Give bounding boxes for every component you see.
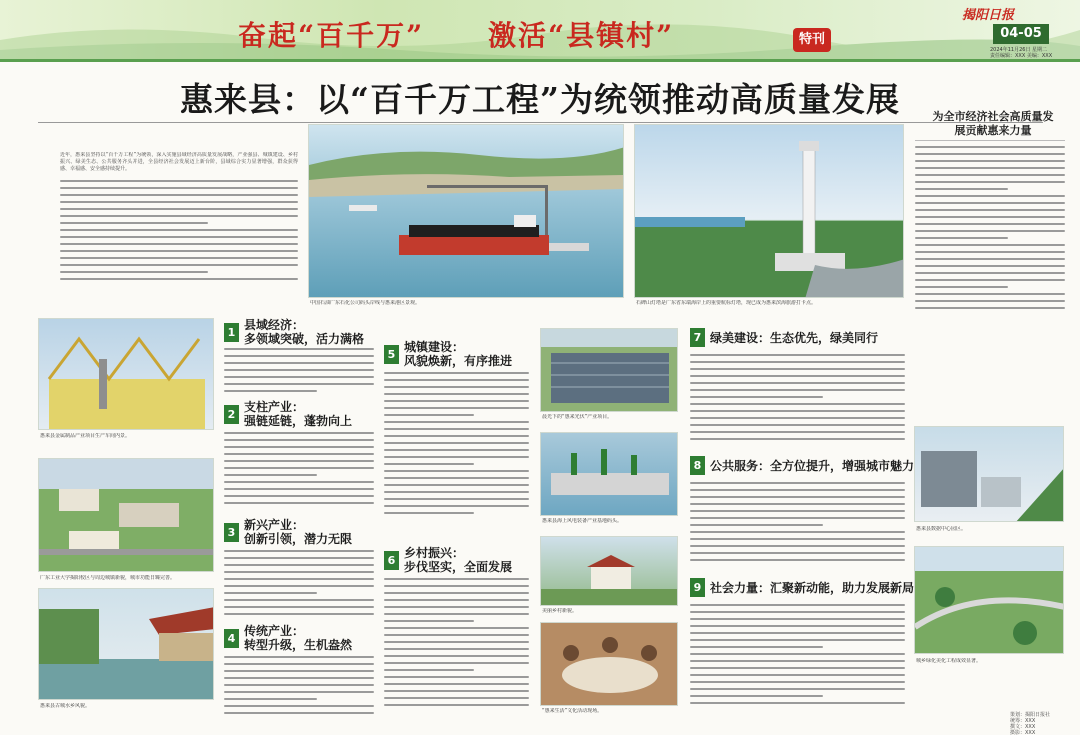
section-2-body xyxy=(224,432,374,512)
section-2-number: 2 xyxy=(224,405,239,424)
steel-photo xyxy=(38,318,214,430)
section-3-number: 3 xyxy=(224,523,239,542)
section-2-heading xyxy=(224,400,352,428)
section-8-body xyxy=(690,482,905,570)
lighthouse-illustration xyxy=(635,125,904,298)
credits: 策划：揭阳日报社 统筹：XXX 撰文：XXX 摄影：XXX xyxy=(1010,712,1051,735)
campus-caption: 广东工业大学揭阳校区与周边城镇新貌，城市功能日臻完善。 xyxy=(40,575,176,581)
section-6-heading xyxy=(384,546,512,574)
section-7-number: 7 xyxy=(690,328,705,347)
section-9-body xyxy=(690,604,905,714)
title-divider xyxy=(38,122,1043,123)
pavilion-photo xyxy=(38,588,214,700)
special-edition-badge: 特刊 xyxy=(793,28,831,52)
steel-caption: 惠来县金属制品产业项目生产车间内景。 xyxy=(40,433,131,439)
section-6-body xyxy=(384,578,529,718)
pavilion-caption: 惠来县古城水乡风貌。 xyxy=(40,703,91,709)
steel-illustration xyxy=(39,319,214,430)
fields-illustration xyxy=(541,329,678,412)
garden-photo xyxy=(914,546,1064,654)
pavilion-illustration xyxy=(39,589,214,700)
section-2-title: 支柱产业： xyxy=(244,400,305,414)
section-4-heading xyxy=(224,624,352,652)
datacenter-photo xyxy=(914,426,1064,522)
section-7-title: 绿美建设：生态优先，绿美同行 xyxy=(710,330,879,345)
section-7-body xyxy=(690,354,905,450)
section-9-number: 9 xyxy=(690,578,705,597)
section-4-body xyxy=(224,656,374,720)
page-title: 惠来县：以“百千万工程”为统领推动高质量发展 xyxy=(180,80,900,119)
header-title-right: 激活“县镇村” xyxy=(488,19,675,52)
port-illustration xyxy=(309,125,624,298)
sidebar-body-text xyxy=(915,146,1065,311)
lighthouse-photo xyxy=(634,124,904,298)
page-number: 04-05 xyxy=(993,24,1049,44)
section-8-number: 8 xyxy=(690,456,705,475)
garden-caption: 城乡绿化美化工程成效显著。 xyxy=(916,658,982,664)
campus-illustration xyxy=(39,459,214,572)
section-5-title: 城镇建设： xyxy=(404,340,465,354)
section-1-title: 县域经济： xyxy=(244,318,305,332)
datacenter-caption: 惠来县数据中心园区。 xyxy=(916,526,967,532)
village-illustration xyxy=(541,537,678,606)
datacenter-illustration xyxy=(915,427,1064,522)
intro-body-text xyxy=(60,180,298,290)
wharf-caption: 惠来县海上风电装备产业基地码头。 xyxy=(542,518,623,524)
fields-caption: 晨光下的“惠来光伏”产业项目。 xyxy=(542,414,613,420)
section-5-body xyxy=(384,372,529,522)
village-photo xyxy=(540,536,678,606)
section-3-subtitle: 创新引领，潜力无限 xyxy=(244,532,353,546)
wharf-illustration xyxy=(541,433,678,516)
section-8-title: 公共服务：全方位提升，增强城市魅力 xyxy=(710,458,915,473)
fields-photo xyxy=(540,328,678,412)
section-7-heading xyxy=(690,328,878,347)
section-1-body xyxy=(224,348,374,398)
page-header xyxy=(0,0,1080,62)
section-5-number: 5 xyxy=(384,345,399,364)
section-6-title: 乡村振兴： xyxy=(404,546,465,560)
section-3-title: 新兴产业： xyxy=(244,518,305,532)
sidebar-title: 为全市经济社会高质量发展贡献惠来力量 xyxy=(932,110,1054,137)
section-9-heading xyxy=(690,578,914,597)
section-4-number: 4 xyxy=(224,629,239,648)
section-6-subtitle: 步伐坚实，全面发展 xyxy=(404,560,513,574)
section-4-title: 传统产业： xyxy=(244,624,305,638)
section-5-subtitle: 风貌焕新，有序推进 xyxy=(404,354,513,368)
section-3-body xyxy=(224,550,374,620)
dinner-illustration xyxy=(541,623,678,706)
section-2-subtitle: 强链延链，蓬勃向上 xyxy=(244,414,353,428)
newspaper-logo: 揭阳日报 xyxy=(962,8,1015,23)
issue-info: 2024年11月26日 星期二 责任编辑：XXX 美编：XXX xyxy=(990,47,1053,59)
wharf-photo xyxy=(540,432,678,516)
section-1-subtitle: 多领域突破，活力满格 xyxy=(244,332,365,346)
sidebar-divider xyxy=(915,140,1065,141)
village-caption: 美丽乡村新貌。 xyxy=(542,608,578,614)
section-1-number: 1 xyxy=(224,323,239,342)
campus-photo xyxy=(38,458,214,572)
section-3-heading xyxy=(224,518,352,546)
section-8-heading xyxy=(690,456,914,475)
port-caption: 中国石油广东石化公司码头岸线与惠来港区景观。 xyxy=(310,300,421,306)
section-6-number: 6 xyxy=(384,551,399,570)
section-9-title: 社会力量：汇聚新动能，助力发展新局 xyxy=(710,580,915,595)
intro-paragraph: 近年，惠来县坚持以“百千万工程”为统领，深入实施县域经济高质量发展战略，产业强县、城镇建设、乡村振兴、绿美生态、公共服务齐头并进，全县经济社会发展迈上新台阶，县域综合实力显著增强，群众获得感、幸福感、安全感持续提升。 xyxy=(60,152,298,302)
section-1-heading xyxy=(224,318,364,346)
port-photo xyxy=(308,124,624,298)
lighthouse-caption: 石碑山灯塔是广东省东端海岸上的重要航标灯塔，现已成为惠来滨海旅游打卡点。 xyxy=(636,300,817,306)
header-title-left: 奋起“百千万” xyxy=(238,19,425,52)
dinner-photo xyxy=(540,622,678,706)
section-5-heading xyxy=(384,340,512,368)
garden-illustration xyxy=(915,547,1064,654)
section-4-subtitle: 转型升级，生机盎然 xyxy=(244,638,353,652)
dinner-caption: “惠来生活”文化活动现场。 xyxy=(542,708,603,714)
